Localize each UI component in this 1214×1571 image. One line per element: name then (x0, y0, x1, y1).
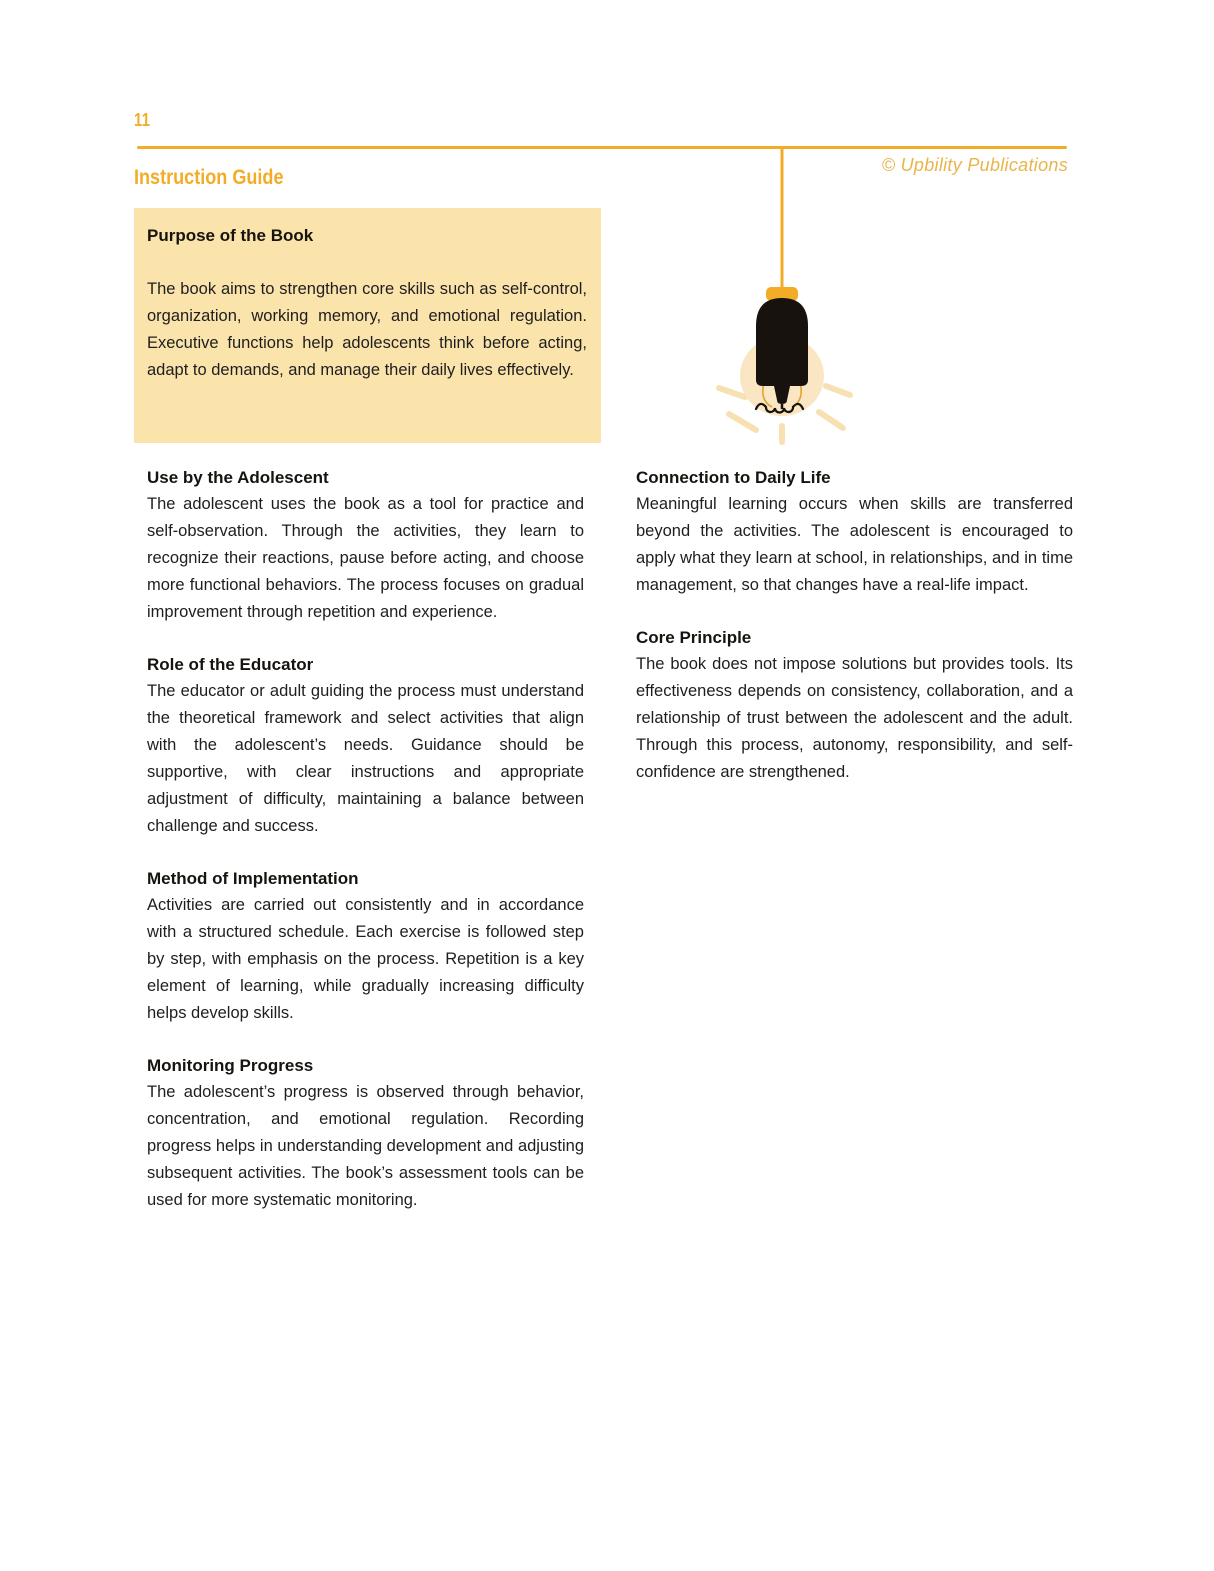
section-heading: Role of the Educator (147, 655, 314, 674)
section-heading: Use by the Adolescent (147, 468, 329, 487)
lamp-socket (756, 298, 808, 386)
hanging-lightbulb-icon (698, 148, 878, 448)
section-heading: Core Principle (636, 628, 752, 647)
section-body: The educator or adult guiding the process must understand the theoretical framework and select activities that align with the adolescent’s needs. Guidance should be supportive, with clear instructions and appropriate adjustment of difficulty, maintaining a balance between challenge and success. (147, 682, 584, 835)
section-role-of-the-educator (147, 651, 584, 840)
section-monitoring-progress (147, 1052, 584, 1214)
page-number: 11 (134, 110, 151, 130)
section-heading: Method of Implementation (147, 869, 359, 888)
section-heading: Monitoring Progress (147, 1056, 314, 1075)
section-method-of-implementation (147, 865, 584, 1027)
right-column (636, 464, 1073, 811)
section-use-by-the-adolescent (147, 464, 584, 626)
purpose-callout-box (134, 208, 601, 443)
section-core-principle (636, 624, 1073, 786)
header-rule (137, 146, 1067, 149)
section-body: Activities are carried out consistently and in accordance with a structured schedule. Each exercise is followed step by step, with emphasis on the process. Repetition is a key element of learning, while gradually increasing difficulty helps develop skills. (147, 896, 584, 1022)
purpose-heading: Purpose of the Book (147, 226, 314, 245)
page-title: Instruction Guide (134, 166, 284, 189)
section-heading: Connection to Daily Life (636, 468, 831, 487)
copyright-notice: © Upbility Publications (881, 155, 1068, 175)
section-body: The book does not impose solutions but provides tools. Its effectiveness depends on consistency, collaboration, and a relationship of trust between the adolescent and the adult. Through this process, autonomy, responsibility, and self-confidence are strengthened. (636, 655, 1073, 781)
section-body: Meaningful learning occurs when skills are transferred beyond the activities. The adolescent is encouraged to apply what they learn at school, in relationships, and in time management, so that changes have a real-life impact. (636, 495, 1073, 594)
section-body: The adolescent’s progress is observed through behavior, concentration, and emotional regulation. Recording progress helps in understanding development and adjusting subsequent activities. The book’s assessment tools can be used for more systematic monitoring. (147, 1083, 584, 1209)
purpose-body: The book aims to strengthen core skills such as self-control, organization, working memory, and emotional regulation. Executive functions help adolescents think before acting, adapt to demands, and manage their daily lives effectively. (147, 280, 587, 379)
section-connection-to-daily-life (636, 464, 1073, 599)
section-body: The adolescent uses the book as a tool for practice and self-observation. Through the activities, they learn to recognize their reactions, pause before acting, and choose more functional behaviors. The process focuses on gradual improvement through repetition and experience. (147, 495, 584, 621)
left-column (147, 464, 584, 1239)
